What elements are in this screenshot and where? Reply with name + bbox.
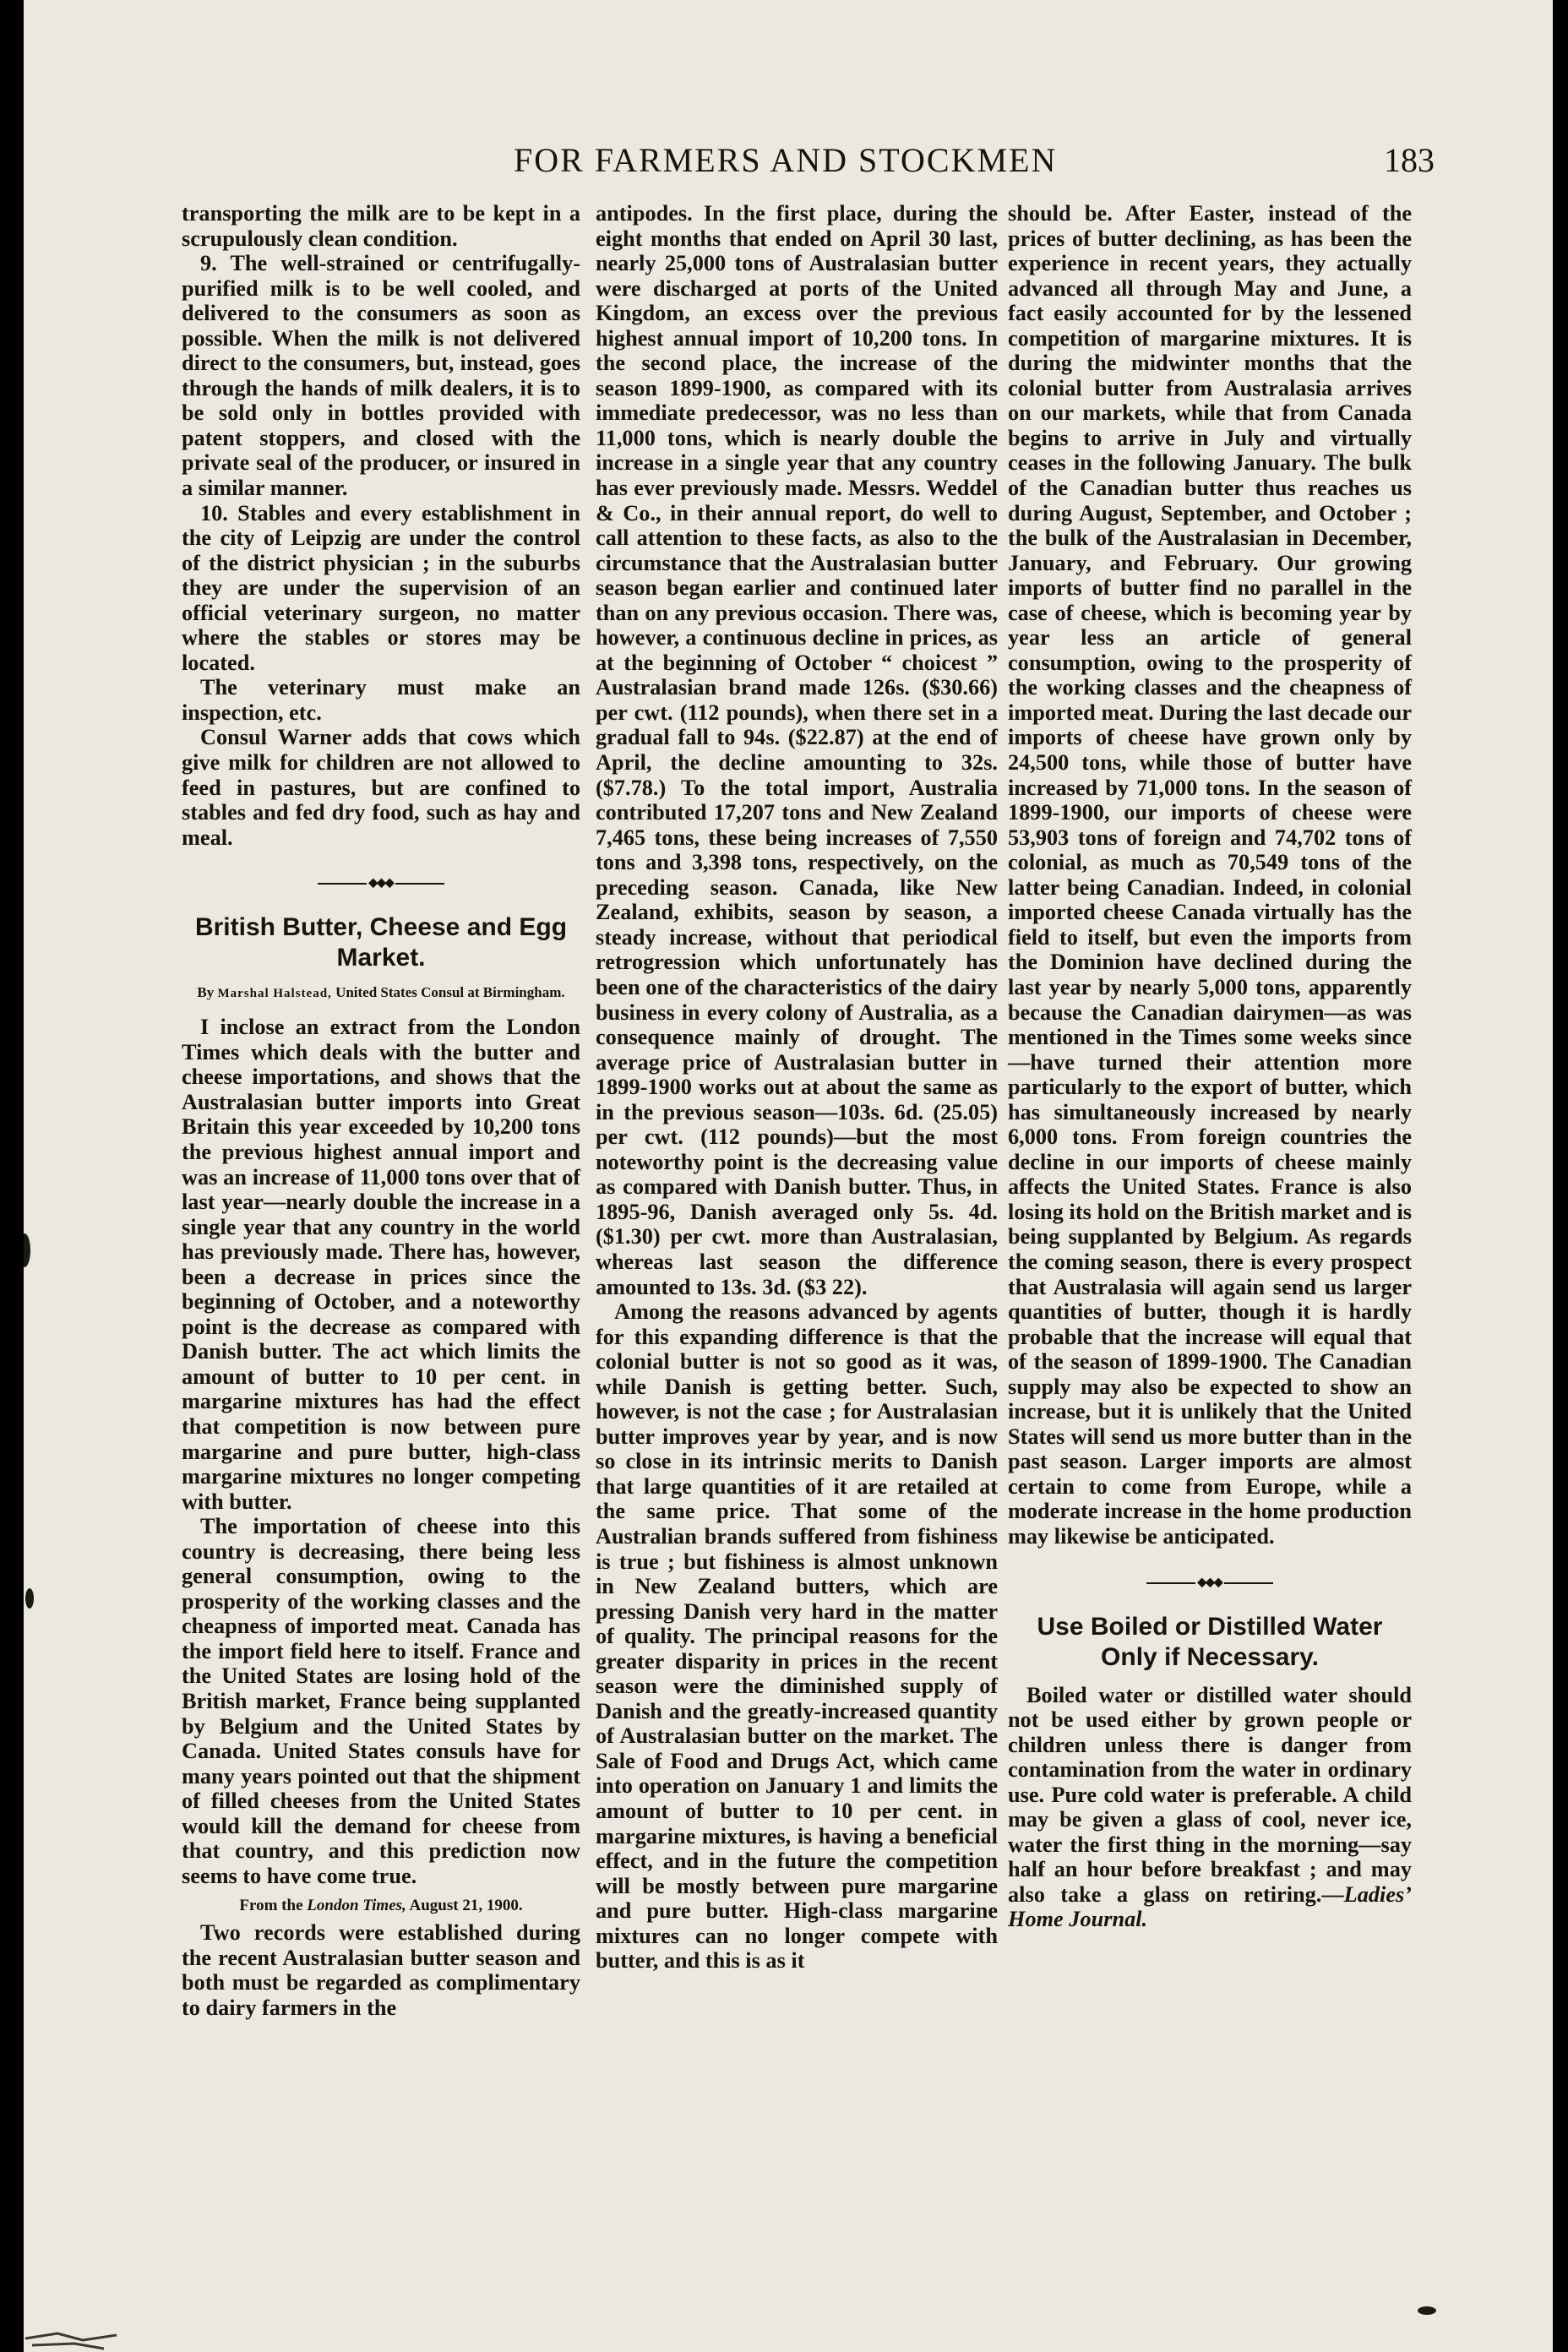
paragraph: antipodes. In the first place, during the eight months that ended on April 30 last, nearly 25,000 tons of Australasian butter were discharged at ports of the United Kingdom, an excess over the previous highest annual import of 10,200 tons. In the second place, the increase of the season 1899-1900, as compared with its immediate predecessor, was no less than 11,000 tons, which is nearly double the increase in a single year that any country has ever previously made. Messrs. Weddel & Co., in their annual report, do well to call attention to these facts, as also to the circumstance that the Australasian butter season began earlier and continued later than on any previous occasion. There was, however, a continuous decline in prices, as at the beginning of October “ choicest ” Australasian brand made 126s. ($30.66) per cwt. (112 pounds), when there set in a gradual fall to 94s. ($22.87) at the end of April, the decline amounting to 32s. ($7.78.) To the total import, Australia contributed 17,207 tons and New Zealand 7,465 tons, these being increases of 7,550 tons and 3,398 tons, respectively, on the preceding season. Canada, like New Zealand, exhibits, season by season, a steady increase, without that periodical retrogression which unfortunately has been one of the characteristics of the dairy business in every colony of Australia, as a consequence mainly of drought. The average price of Australasian butter in 1899-1900 works out at about the same as in the previous season—103s. 6d. (25.05) per cwt. (112 pounds)—but the most noteworthy point is the decreasing value as compared with Danish butter. Thus, in 1895-96, Danish averaged only 5s. 4d. ($1.30) per cwt. more than Australasian, whereas last season the difference amounted to 13s. 3d. ($3 22).	[596, 201, 998, 1299]
scan-mark	[24, 1233, 30, 1267]
section-divider	[318, 875, 444, 892]
scan-mark	[1418, 2306, 1436, 2315]
scan-scratch	[24, 2301, 142, 2352]
divider-ornament: ◆◆◆	[1197, 1576, 1222, 1589]
divider-rule	[1224, 1582, 1273, 1584]
scan-mark	[25, 1588, 34, 1609]
section-divider	[1146, 1575, 1273, 1592]
source-citation	[182, 1895, 580, 1917]
byline-author: Marshal Halstead,	[217, 987, 332, 1001]
byline-prefix: By	[197, 984, 215, 1001]
paragraph-credit: Ladies’ Home Journal.	[1008, 1881, 1412, 1932]
paragraph: should be. After Easter, instead of the prices of butter declining, as has been the experience in recent years, they actually advanced all through May and June, a fact easily accounted for by the lessened competition of margarine mixtures. It is during the midwinter months that the colonial butter from Australasia arrives on our markets, while that from Canada begins to arrive in July and virtually ceases in the following January. The bulk of the Canadian butter thus reaches us during August, September, and October ; the bulk of the Australasian in December, January, and February. Our growing imports of butter find no parallel in the case of cheese, which is becoming year by year less an article of general consumption, owing to the prosperity of the working classes and the cheapness of imported meat. During the last decade our imports of cheese have grown only by 24,500 tons, while those of butter have increased by 71,000 tons. In the season of 1899-1900, our imports of cheese were 53,903 tons of foreign and 74,702 tons of colonial, as much as 70,549 tons of the latter being Canadian. Indeed, in colonial imported cheese Canada virtually has the field to itself, but even the imports from the Dominion have declined during the last year by nearly 5,000 tons, apparently because the Canadian dairymen—as was mentioned in the Times some weeks since—have turned their attention more particularly to the export of butter, which has simultaneously increased by nearly 6,000 tons. From foreign countries the decline in our imports of cheese mainly affects the United States. France is also losing its hold on the British market and is being supplanted by Belgium. As regards the coming season, there is every prospect that Australasia will again send us larger quantities of butter, though it is hardly probable that the increase will equal that of the season of 1899-1900. The Canadian supply may also be expected to show an increase, but it is unlikely that the United States will send us more butter than in the past season. Larger imports are almost certain to come from Europe, while a moderate increase in the home production may likewise be anticipated.	[1008, 201, 1412, 1549]
page-number: 183	[1384, 141, 1435, 179]
article-title: British Butter, Cheese and Egg Market.	[194, 913, 568, 972]
column-right	[1008, 201, 1412, 1932]
byline-affiliation: United States Consul at Birmingham.	[335, 984, 565, 1001]
running-head: FOR FARMERS AND STOCKMEN	[514, 141, 1058, 179]
paragraph	[1008, 1683, 1412, 1932]
page-header	[150, 140, 1435, 188]
divider-rule	[318, 883, 367, 885]
source-date: August 21, 1900.	[409, 1897, 523, 1915]
paragraph: The veterinary must make an inspection, etc.	[182, 675, 580, 725]
paragraph: The importation of cheese into this country is decreasing, there being less general consumption, owing to the prosperity of the working classes and the cheapness of imported meat. Canada has the import field here to itself. France and the United States are losing hold of the British market, France being supplanted by Belgium and the United States by Canada. United States consuls have for many years pointed out that the shipment of filled cheeses from the United States would kill the demand for cheese from that country, and this prediction now seems to have come true.	[182, 1514, 580, 1888]
column-left	[182, 201, 580, 2021]
source-publication: London Times,	[307, 1897, 406, 1915]
divider-rule	[395, 883, 444, 885]
article-byline	[182, 983, 580, 1003]
paragraph: transporting the milk are to be kept in a scrupulously clean condition.	[182, 201, 580, 251]
divider-ornament: ◆◆◆	[368, 877, 394, 890]
divider-rule	[1146, 1582, 1195, 1584]
paragraph: 9. The well-strained or centrifugally-purified milk is to be well cooled, and delivered to the consumers as soon as possible. When the milk is not delivered direct to the consumers, but, instead, goes through the hands of milk dealers, it is to be sold only in bottles provided with patent stoppers, and closed with the private seal of the producer, or insured in a similar manner.	[182, 251, 580, 501]
paragraph: Two records were established during the recent Australasian butter season and both must be regarded as complimentary to dairy farmers in the	[182, 1920, 580, 2020]
page	[24, 0, 1553, 2352]
paragraph: Among the reasons advanced by agents for this expanding difference is that the colonial butter is not so good as it was, while Danish is getting better. Such, however, is not the case ; for Australasian butter improves year by year, and is now so close in its intrinsic merits to Danish that large quantities of it are retailed at the same price. That some of the Australian brands suffered from fishiness is true ; but fishiness is almost unknown in New Zealand butters, which are pressing Danish very hard in the matter of quality. The principal reasons for the greater disparity in prices in the recent season were the diminished supply of Danish and the greatly-increased quantity of Australasian butter on the market. The Sale of Food and Drugs Act, which came into operation on January 1 and limits the amount of butter to 10 per cent. in margarine mixtures, is having a beneficial effect, and in the future the competition will be mostly between pure margarine and pure butter. High-class margarine mixtures can no longer compete with butter, and this is as it	[596, 1299, 998, 1974]
paragraph: Consul Warner adds that cows which give milk for children are not allowed to feed in pastures, but are confined to stables and fed dry food, such as hay and meal.	[182, 725, 580, 850]
paragraph: 10. Stables and every establishment in the city of Leipzig are under the control of the district physician ; in the suburbs they are under the supervision of an official veterinary surgeon, no matter where the stables or stores may be located.	[182, 500, 580, 675]
article-title: Use Boiled or Distilled Water Only if Necessary.	[1037, 1612, 1383, 1671]
paragraph: I inclose an extract from the London Times which deals with the butter and cheese importations, and shows that the Australasian butter imports into Great Britain this year exceeded by 10,200 tons the previous highest annual import and was an increase of 11,000 tons over that of last year—nearly double the increase in a single year that any country in the world has previously made. There has, however, been a decrease in prices since the beginning of October, and a noteworthy point is the decrease as compared with Danish butter. The act which limits the amount of butter to 10 per cent. in margarine mixtures has had the effect that competition is now between pure margarine and pure butter, high-class margarine mixtures no longer competing with butter.	[182, 1015, 580, 1514]
source-prefix: From the	[239, 1897, 303, 1915]
column-middle	[596, 201, 998, 1974]
paragraph-text: Boiled water or distilled water should not be used either by grown people or children unless there is danger from contamination from the water in ordinary use. Pure cold water is preferable. A child may be given a glass of cool, never ice, water the first thing in the morning—say half an hour before breakfast ; and may also take a glass on retiring.—	[1008, 1682, 1412, 1907]
